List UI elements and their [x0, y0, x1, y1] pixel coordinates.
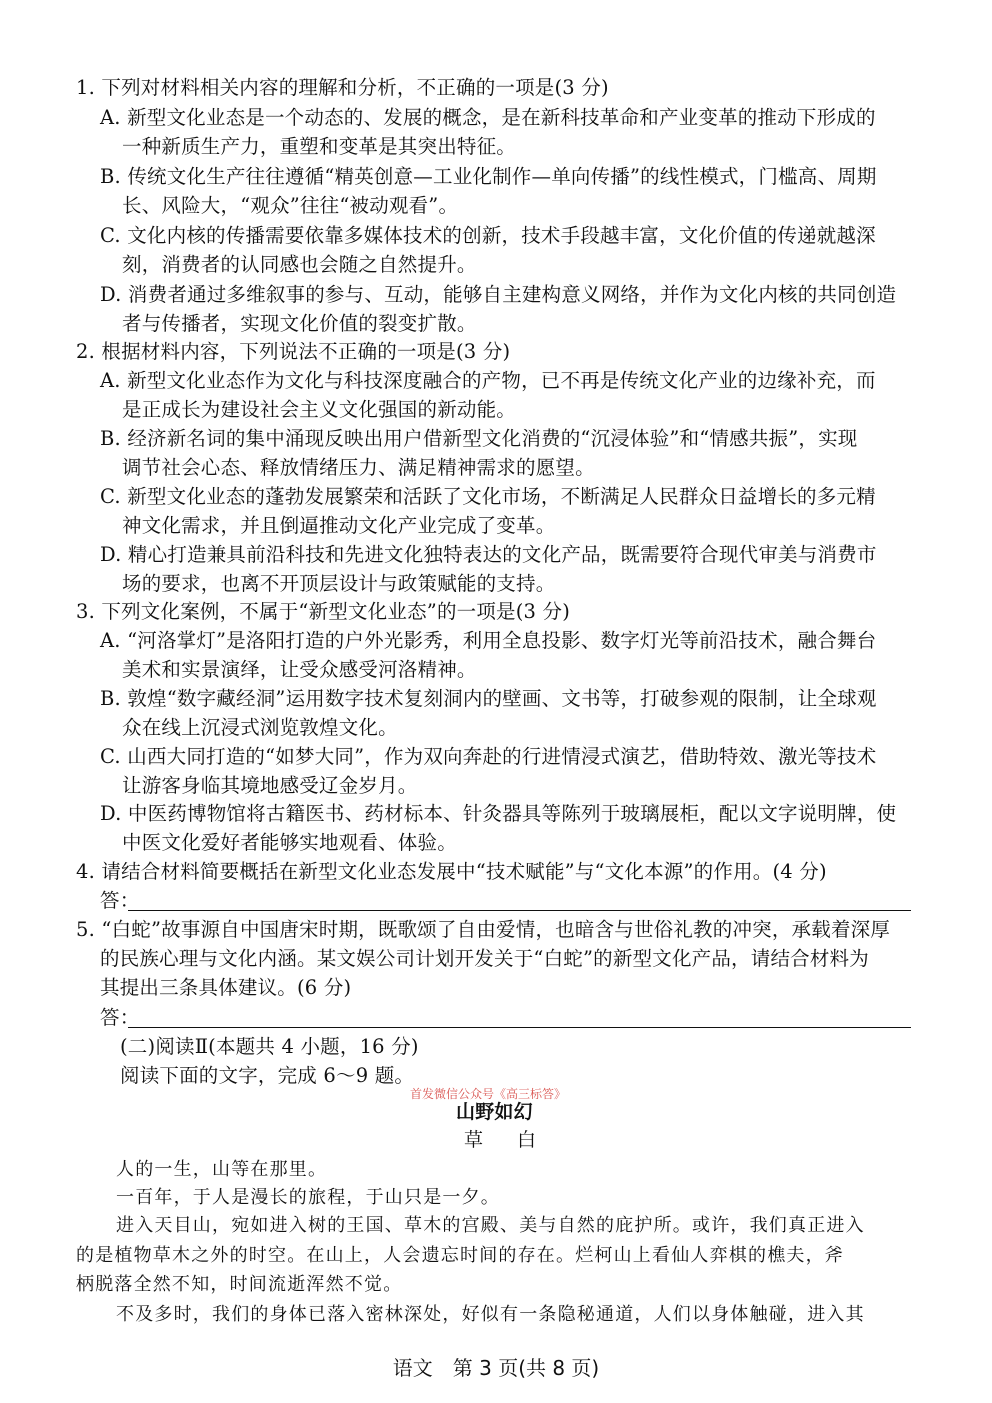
- essay-paragraph-3-line-1: 进入天目山，宛如进入树的王国、草木的宫殿、美与自然的庇护所。或许，我们真正进入: [116, 1215, 865, 1236]
- question-5-stem-line-3: 其提出三条具体建议。(6 分): [100, 976, 352, 999]
- question-5-stem-line-2: 的民族心理与文化内涵。某文娱公司计划开发关于“白蛇”的新型文化产品，请结合材料为: [100, 947, 869, 970]
- question-2-option-b-cont: 调节社会心态、释放情绪压力、满足精神需求的愿望。: [122, 456, 595, 479]
- question-1-option-b: B. 传统文化生产往往遵循“精英创意—工业化制作—单向传播”的线性模式，门槛高、周期: [100, 165, 877, 188]
- question-1-option-c: C. 文化内核的传播需要依靠多媒体技术的创新，技术手段越丰富，文化价值的传递就越深: [100, 224, 876, 247]
- section-2-heading: (二)阅读Ⅱ(本题共 4 小题，16 分): [120, 1035, 419, 1058]
- question-4-stem: 4. 请结合材料简要概括在新型文化业态发展中“技术赋能”与“文化本源”的作用。(4 分): [76, 860, 827, 883]
- question-4-answer-label: 答：: [100, 889, 140, 912]
- question-4-answer-line[interactable]: [128, 910, 911, 911]
- question-3-option-c: C. 山西大同打造的“如梦大同”，作为双向奔赴的行进情浸式演艺，借助特效、激光等技术: [100, 745, 877, 768]
- question-3-option-d-cont: 中医文化爱好者能够实地观看、体验。: [122, 831, 457, 854]
- question-2-stem: 2. 根据材料内容，下列说法不正确的一项是(3 分): [76, 340, 511, 363]
- question-1-option-a-cont: 一种新质生产力，重塑和变革是其突出特征。: [122, 135, 517, 158]
- question-3-option-b: B. 敦煌“数字藏经洞”运用数字技术复刻洞内的壁画、文书等，打破参观的限制，让全球观: [100, 687, 877, 710]
- question-3-option-a-cont: 美术和实景演绎，让受众感受河洛精神。: [122, 658, 477, 681]
- question-2-option-b: B. 经济新名词的集中涌现反映出用户借新型文化消费的“沉浸体验”和“情感共振”，实现: [100, 427, 858, 450]
- question-1-option-a: A. 新型文化业态是一个动态的、发展的概念，是在新科技革命和产业变革的推动下形成的: [100, 106, 876, 129]
- essay-title: 山野如幻: [456, 1101, 533, 1123]
- question-3-option-b-cont: 众在线上沉浸式浏览敦煌文化。: [122, 716, 398, 739]
- question-2-option-a: A. 新型文化业态作为文化与科技深度融合的产物，已不再是传统文化产业的边缘补充，而: [100, 369, 876, 392]
- section-2-instruction: 阅读下面的文字，完成 6～9 题。: [120, 1064, 415, 1087]
- essay-author: 草 白: [464, 1129, 551, 1151]
- question-3-stem: 3. 下列文化案例，不属于“新型文化业态”的一项是(3 分): [76, 600, 571, 623]
- watermark-text: 首发微信公众号《高三标答》: [410, 1087, 567, 1101]
- question-5-answer-line[interactable]: [128, 1027, 911, 1028]
- question-3-option-a: A. “河洛掌灯”是洛阳打造的户外光影秀，利用全息投影、数字灯光等前沿技术，融合舞台: [100, 629, 877, 652]
- question-3-option-d: D. 中医药博物馆将古籍医书、药材标本、针灸器具等陈列于玻璃展柜，配以文字说明牌，使: [100, 802, 897, 825]
- essay-paragraph-3-line-2: 的是植物草木之外的时空。在山上，人会遗忘时间的存在。烂柯山上看仙人弈棋的樵夫，斧: [76, 1245, 844, 1266]
- question-1-option-b-cont: 长、风险大，“观众”往往“被动观看”。: [122, 194, 459, 217]
- question-2-option-c-cont: 神文化需求，并且倒逼推动文化产业完成了变革。: [122, 514, 556, 537]
- question-3-option-c-cont: 让游客身临其境地感受辽金岁月。: [122, 774, 418, 797]
- question-5-stem-line-1: 5. “白蛇”故事源自中国唐宋时期，既歌颂了自由爱情，也暗含与世俗礼教的冲突，承载着深厚: [76, 918, 891, 941]
- question-2-option-c: C. 新型文化业态的蓬勃发展繁荣和活跃了文化市场，不断满足人民群众日益增长的多元精: [100, 485, 876, 508]
- question-1-stem: 1. 下列对材料相关内容的理解和分析，不正确的一项是(3 分): [76, 76, 609, 99]
- question-2-option-a-cont: 是正成长为建设社会主义文化强国的新动能。: [122, 398, 517, 421]
- question-1-option-d: D. 消费者通过多维叙事的参与、互动，能够自主建构意义网络，并作为文化内核的共同创造: [100, 283, 897, 306]
- essay-paragraph-3-line-3: 柄脱落全然不知，时间流逝浑然不觉。: [76, 1274, 403, 1295]
- question-5-answer-label: 答：: [100, 1006, 140, 1029]
- question-2-option-d: D. 精心打造兼具前沿科技和先进文化独特表达的文化产品，既需要符合现代审美与消费市: [100, 543, 877, 566]
- question-1-option-d-cont: 者与传播者，实现文化价值的裂变扩散。: [122, 312, 477, 335]
- page-footer: 语文 第 3 页(共 8 页): [392, 1356, 600, 1380]
- essay-paragraph-2: 一百年，于人是漫长的旅程，于山只是一夕。: [116, 1187, 500, 1208]
- question-2-option-d-cont: 场的要求，也离不开顶层设计与政策赋能的支持。: [122, 572, 556, 595]
- question-1-option-c-cont: 刻，消费者的认同感也会随之自然提升。: [122, 253, 477, 276]
- essay-paragraph-1: 人的一生，山等在那里。: [116, 1159, 328, 1180]
- essay-paragraph-4-line-1: 不及多时，我们的身体已落入密林深处，好似有一条隐秘通道，人们以身体触碰，进入其: [116, 1304, 865, 1325]
